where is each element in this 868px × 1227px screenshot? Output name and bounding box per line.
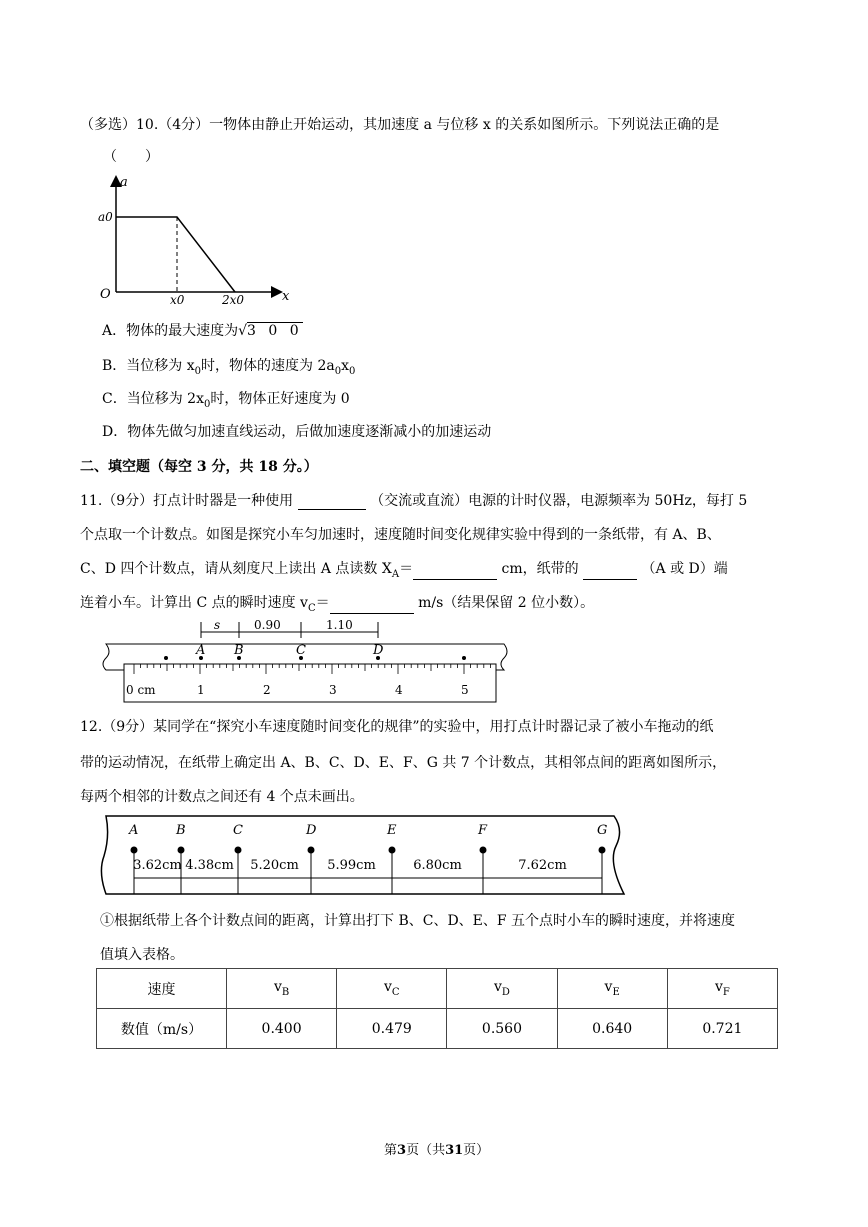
ruler-tape-figure bbox=[98, 618, 510, 704]
table-header-vd: $v_D$ bbox=[447, 969, 557, 1009]
point-label-d: D bbox=[373, 643, 384, 658]
ruler-tick-5: 5 bbox=[461, 683, 469, 697]
distance-label: 5.99cm bbox=[327, 858, 376, 873]
segment-label-110: 1.10 bbox=[326, 618, 353, 632]
table-header-ve: $v_E$ bbox=[557, 969, 667, 1009]
table-row bbox=[97, 969, 778, 1009]
point-label-c: C bbox=[296, 643, 306, 658]
a0-tick-label: a0 bbox=[98, 210, 113, 224]
q11-blank-4[interactable] bbox=[330, 599, 414, 614]
acceleration-displacement-graph bbox=[90, 170, 300, 310]
q12-line-2: 带的运动情况，在纸带上确定出 A、B、C、D、E、F、G 共 7 个计数点，其相邻点间的距离如图所示， bbox=[80, 755, 727, 771]
velocity-table bbox=[96, 968, 778, 1049]
paper-tape-figure bbox=[96, 812, 632, 898]
table-cell-vc: 0.479 bbox=[337, 1009, 447, 1049]
tape-point-label-e: E bbox=[387, 823, 397, 838]
q11-blank-3[interactable] bbox=[583, 565, 637, 580]
table-row-label: 数值（m/s） bbox=[97, 1009, 227, 1049]
tape-point-label-c: C bbox=[233, 823, 243, 838]
q11-line-4: 连着小车。计算出 C 点的瞬时速度 $v_C= m/s$（结果保留 2 位小数）。 bbox=[80, 595, 595, 614]
distance-label: 3.62cm bbox=[133, 858, 182, 873]
q10-option-b: B．当位移为 $x_0$时，物体的速度为 $2a_0x_0$ bbox=[102, 358, 356, 377]
sqrt-icon: √ bbox=[238, 323, 248, 339]
tape-point-label-f: F bbox=[478, 823, 488, 838]
tape-dot bbox=[462, 656, 466, 660]
q10-option-c: C．当位移为 $2x_0$时，物体正好速度为 0 bbox=[102, 391, 350, 410]
point-label-b: B bbox=[234, 643, 244, 658]
distance-label: 4.38cm bbox=[185, 858, 234, 873]
ruler-body bbox=[124, 664, 496, 702]
table-row bbox=[97, 1009, 778, 1049]
table-cell-vd: 0.560 bbox=[447, 1009, 557, 1049]
a-axis-label: a bbox=[120, 175, 128, 190]
tape-point-label-b: B bbox=[176, 823, 186, 838]
q10-answer-paren: （ ） bbox=[103, 149, 159, 165]
table-header-label: 速度 bbox=[97, 969, 227, 1009]
ruler-tick-4: 4 bbox=[395, 683, 403, 697]
page-total: 31 bbox=[445, 1143, 464, 1158]
segment-label-090: 0.90 bbox=[254, 618, 281, 632]
q11-blank-2[interactable] bbox=[413, 565, 497, 580]
q11-blank-1[interactable] bbox=[298, 495, 366, 510]
section-2-title: 二、填空题（每空 3 分，共 18 分。） bbox=[80, 459, 318, 475]
a-x-curve bbox=[116, 217, 235, 292]
q10-option-a: A．物体的最大速度为√3 0 0 bbox=[102, 323, 303, 339]
origin-label: O bbox=[100, 287, 111, 302]
q12-sub1-line-2: 值填入表格。 bbox=[100, 947, 184, 963]
ruler-tick-2: 2 bbox=[263, 683, 271, 697]
table-cell-ve: 0.640 bbox=[557, 1009, 667, 1049]
q11-line-1: 11.（9分）打点计时器是一种使用 （交流或直流）电源的计时仪器，电源频率为 50Hz，每打 5 bbox=[80, 493, 748, 509]
ruler-tick-3: 3 bbox=[329, 683, 337, 697]
distance-label: 6.80cm bbox=[413, 858, 462, 873]
q11-line-2: 个点取一个计数点。如图是探究小车匀加速时，速度随时间变化规律实验中得到的一条纸带，有 A、B、 bbox=[80, 527, 721, 543]
table-cell-vb: 0.400 bbox=[227, 1009, 337, 1049]
page-number: 3 bbox=[397, 1143, 407, 1158]
table-header-vc: $v_C$ bbox=[337, 969, 447, 1009]
tape-dot bbox=[164, 656, 168, 660]
q10-stem-line: （多选）10.（4分）一物体由静止开始运动，其加速度 a 与位移 x 的关系如图所示。下列说法正确的是 bbox=[80, 117, 720, 133]
tape-point-label-d: D bbox=[306, 823, 317, 838]
2x0-tick-label: 2x0 bbox=[222, 293, 245, 307]
tape-point-label-a: A bbox=[129, 823, 139, 838]
distance-label: 5.20cm bbox=[250, 858, 299, 873]
segment-label-s: s bbox=[214, 618, 221, 632]
table-header-vf: $v_F$ bbox=[667, 969, 777, 1009]
tape-point-label-g: G bbox=[597, 823, 608, 838]
q12-line-1: 12.（9分）某同学在“探究小车速度随时间变化的规律”的实验中，用打点计时器记录了被小车拖动的纸 bbox=[80, 719, 714, 735]
table-cell-vf: 0.721 bbox=[667, 1009, 777, 1049]
x-axis-label: x bbox=[282, 289, 290, 304]
q11-line-3: C、D 四个计数点，请从刻度尺上读出 A 点读数 $X_A=$ cm，纸带的 （A 或 D）端 bbox=[80, 561, 728, 580]
point-label-a: A bbox=[196, 643, 206, 658]
page-footer: 第3页（共31页） bbox=[384, 1143, 490, 1158]
ruler-tick-1: 1 bbox=[197, 683, 205, 697]
distance-label: 7.62cm bbox=[518, 858, 567, 873]
q10-option-d: D．物体先做匀加速直线运动，后做加速度逐渐减小的加速运动 bbox=[102, 424, 492, 440]
q12-line-3: 每两个相邻的计数点之间还有 4 个点未画出。 bbox=[80, 789, 364, 805]
option-a-radicand: 3 0 0 bbox=[247, 323, 303, 339]
ruler-tick-0: 0 cm bbox=[126, 683, 156, 697]
table-header-vb: $v_B$ bbox=[227, 969, 337, 1009]
x0-tick-label: x0 bbox=[170, 293, 185, 307]
q12-sub1-line-1: ①根据纸带上各个计数点间的距离，计算出打下 B、C、D、E、F 五个点时小车的瞬时速度，并将速度 bbox=[100, 913, 736, 929]
